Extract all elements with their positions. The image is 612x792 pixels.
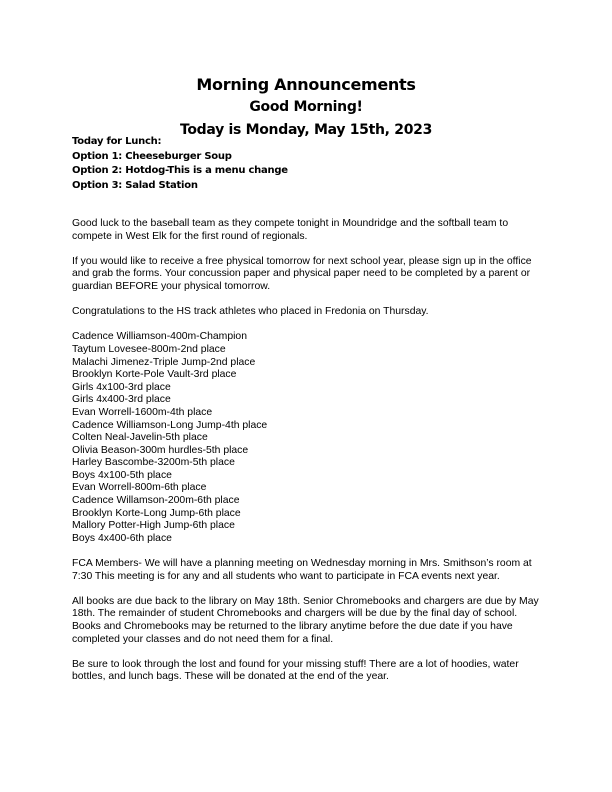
list-item: Cadence Willamson-200m-6th place <box>72 495 240 507</box>
lunch-option: Option 2: Hotdog-This is a menu change <box>72 165 288 177</box>
physical-paragraph: If you would like to receive a free physical tomorrow for next school year, please sign up in the office and grab the forms. Your concussion paper and physical paper need to be completed by a parent or guardian BEFORE your physical tomorrow. <box>72 255 532 292</box>
lost-found-paragraph: Be sure to look through the lost and found for your missing stuff! There are a lot of hoodies, water bottles, and lunch bags. These will be donated at the end of the year. <box>72 658 519 683</box>
lunch-menu <box>72 135 542 193</box>
fca-paragraph: FCA Members- We will have a planning meeting on Wednesday morning in Mrs. Smithson’s room at 7:30 This meeting is for any and all students who want to participate in FCA events next year. <box>72 558 532 582</box>
date-line: Today is Monday, May 15th, 2023 <box>179 122 433 138</box>
list-item: Evan Worrell-1600m-4th place <box>72 406 213 418</box>
track-results-list <box>72 331 542 545</box>
track-intro-paragraph: Congratulations to the HS track athletes who placed in Fredonia on Thursday. <box>72 306 429 318</box>
list-item: Taytum Lovesee-800m-2nd place <box>72 343 226 355</box>
list-item: Girls 4x100-3rd place <box>72 381 171 393</box>
list-item: Boys 4x400-6th place <box>72 532 172 544</box>
list-item: Mallory Potter-High Jump-6th place <box>72 520 235 532</box>
list-item: Harley Bascombe-3200m-5th place <box>72 457 235 469</box>
list-item: Cadence Williamson-Long Jump-4th place <box>72 419 268 431</box>
list-item: Girls 4x400-3rd place <box>72 394 171 406</box>
lunch-option: Option 3: Salad Station <box>72 179 198 191</box>
list-item: Boys 4x100-5th place <box>72 469 172 481</box>
lunch-option: Option 1: Cheeseburger Soup <box>72 150 232 162</box>
list-item: Olivia Beason-300m hurdles-5th place <box>72 444 249 456</box>
library-paragraph: All books are due back to the library on May 18th. Senior Chromebooks and chargers are due by May 18th. The remainder of student Chromebooks and chargers will be due by the final day of school. Books and Chromebooks may be returned to the library anytime before the due date if you have completed your classes and do not need them for a final. <box>72 595 539 645</box>
lunch-heading: Today for Lunch: <box>72 136 162 147</box>
list-item: Evan Worrell-800m-6th place <box>72 482 207 494</box>
list-item: Brooklyn Korte-Pole Vault-3rd place <box>72 369 237 381</box>
baseball-softball-paragraph: Good luck to the baseball team as they compete tonight in Moundridge and the softball team to compete in West Elk for the first round of regionals. <box>72 218 509 242</box>
greeting: Good Morning! <box>249 99 363 115</box>
page-title: Morning Announcements <box>196 75 416 94</box>
list-item: Colten Neal-Javelin-5th place <box>72 432 208 444</box>
list-item: Brooklyn Korte-Long Jump-6th place <box>72 507 241 519</box>
list-item: Cadence Williamson-400m-Champion <box>72 331 247 343</box>
header-block <box>0 74 612 142</box>
announcements-body <box>72 218 542 697</box>
list-item: Malachi Jimenez-Triple Jump-2nd place <box>72 356 256 368</box>
